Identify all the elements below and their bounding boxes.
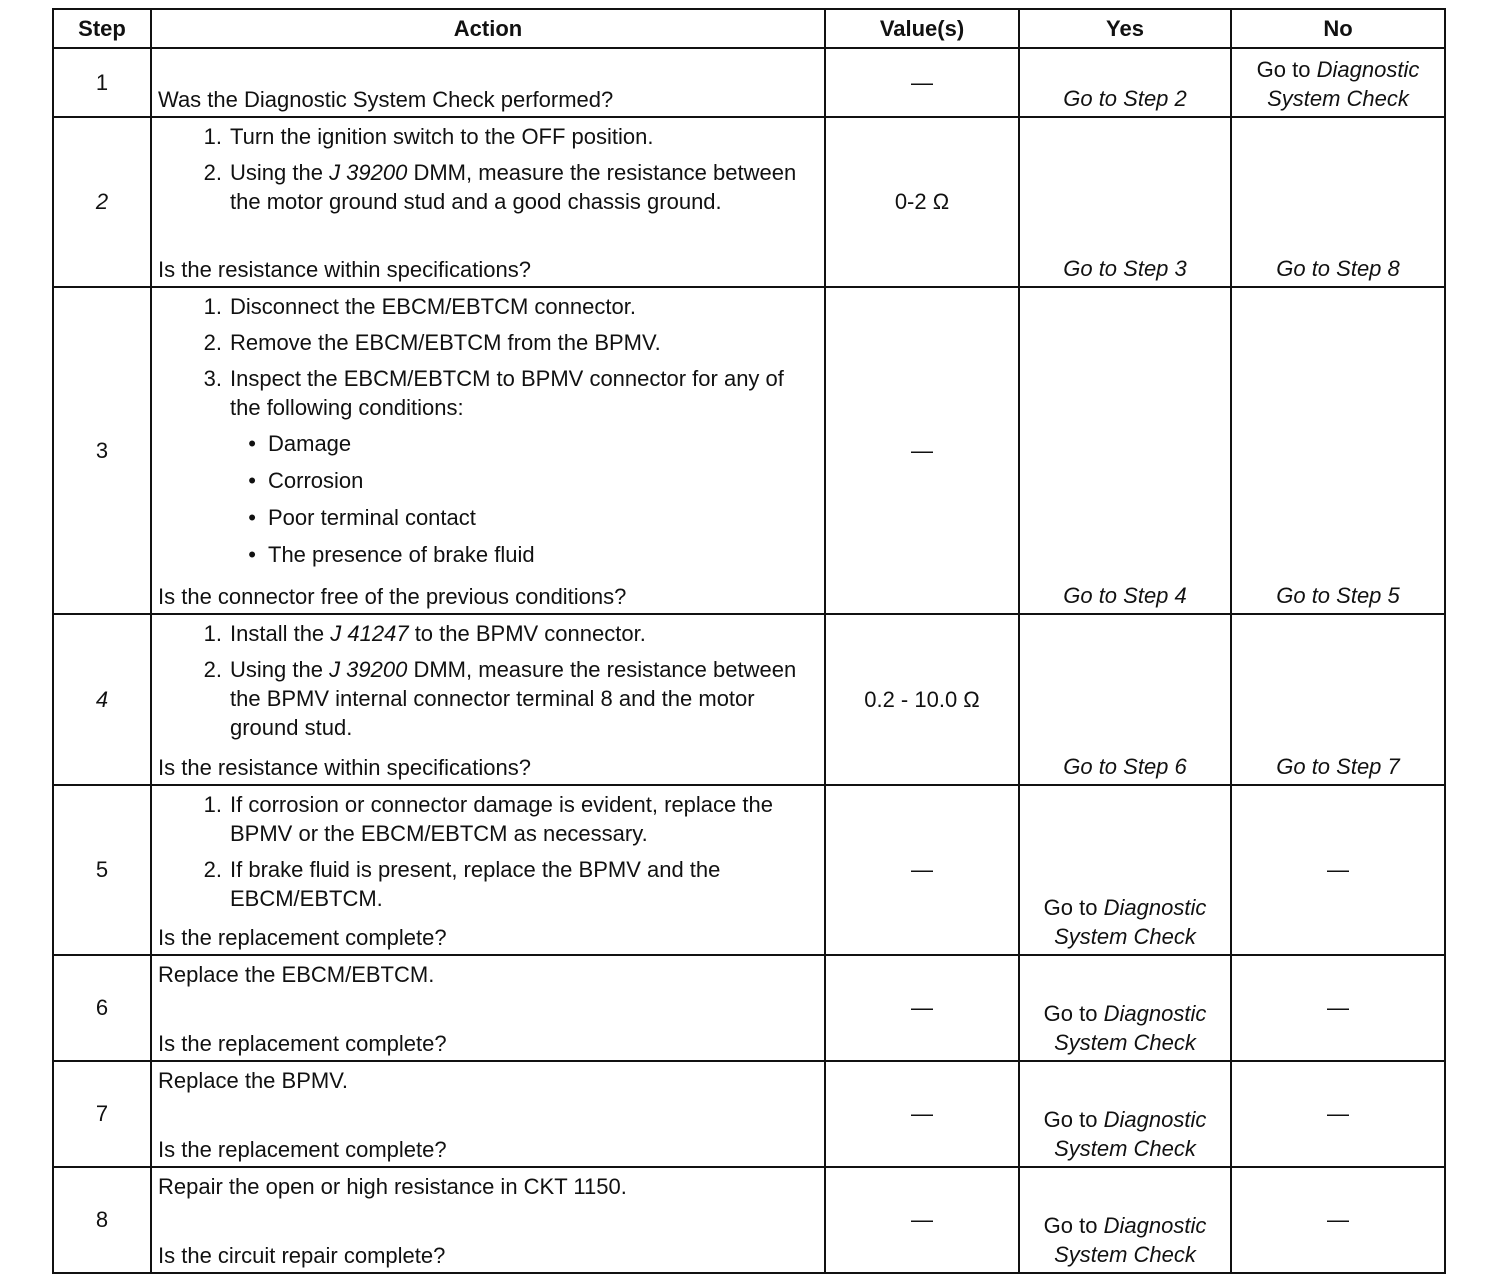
value-cell: 0-2 Ω [825, 117, 1019, 287]
condition-bullet: • The presence of brake fluid [248, 542, 535, 568]
action-cell [151, 287, 825, 614]
action-item: 1. Turn the ignition switch to the OFF position. [203, 124, 654, 150]
value-cell: — [825, 48, 1019, 117]
table-row [53, 117, 1445, 287]
action-item: 2. Remove the EBCM/EBTCM from the BPMV. [203, 330, 661, 356]
no-cell: Go to Step 5 [1231, 287, 1445, 614]
no-link-2: System Check [1267, 86, 1409, 112]
question: Is the replacement complete? [158, 1030, 447, 1056]
action-item: 2. Using the J 39200 DMM, measure the resistance between the motor ground stud and a good chassis ground. [203, 160, 797, 215]
step-number: 1 [53, 48, 151, 117]
step-number: 8 [53, 1167, 151, 1273]
header-row [53, 9, 1445, 48]
no-cell: — [1231, 1167, 1445, 1273]
no-prefix: Go to [1256, 57, 1311, 83]
step-number: 4 [53, 614, 151, 784]
yes-cell: Go to Diagnostic System Check [1019, 1061, 1231, 1167]
yes-cell: Go to Step 2 [1019, 48, 1231, 117]
header-no: No [1231, 9, 1445, 48]
value-cell: — [825, 955, 1019, 1061]
step-number: 6 [53, 955, 151, 1061]
step-number: 3 [53, 287, 151, 614]
header-values: Value(s) [825, 9, 1019, 48]
table-row [53, 1167, 1445, 1273]
step-number: 5 [53, 785, 151, 955]
action-cell [151, 1167, 825, 1273]
value-cell: — [825, 785, 1019, 955]
table-row [53, 614, 1445, 784]
question: Is the circuit repair complete? [158, 1243, 446, 1268]
action-intro: Replace the EBCM/EBTCM. [158, 961, 435, 987]
header-step: Step [53, 9, 151, 48]
condition-bullet: • Poor terminal contact [248, 505, 476, 531]
tool-id: J 41247 [330, 621, 409, 647]
action-item: 1. Install the J 41247 to the BPMV connector. [203, 621, 646, 647]
question: Is the resistance within specifications? [158, 754, 531, 780]
table-row [53, 48, 1445, 117]
yes-cell: Go to Diagnostic System Check [1019, 1167, 1231, 1273]
value-cell: — [825, 1167, 1019, 1273]
no-link: Diagnostic [1316, 57, 1420, 83]
question: Is the resistance within specifications? [158, 257, 531, 283]
yes-cell: Go to Diagnostic System Check [1019, 955, 1231, 1061]
table-row [53, 785, 1445, 955]
action-cell [151, 117, 825, 287]
no-cell [1231, 48, 1445, 117]
table-row [53, 955, 1445, 1061]
question: Is the connector free of the previous conditions? [158, 584, 627, 610]
action-item: 3. Inspect the EBCM/EBTCM to BPMV connector for any of the following conditions: [203, 366, 784, 421]
action-cell [151, 48, 825, 117]
action-item: 1. Disconnect the EBCM/EBTCM connector. [203, 294, 636, 320]
step-number: 7 [53, 1061, 151, 1167]
no-cell: Go to Step 7 [1231, 614, 1445, 784]
action-intro: Replace the BPMV. [158, 1067, 348, 1093]
condition-bullet: • Corrosion [248, 468, 364, 494]
yes-cell: Go to Step 6 [1019, 614, 1231, 784]
no-cell: — [1231, 785, 1445, 955]
question: Is the replacement complete? [158, 1136, 447, 1162]
value-cell: — [825, 287, 1019, 614]
action-item: 2. Using the J 39200 DMM, measure the resistance between the BPMV internal connector terminal 8 and the motor ground stud. [203, 657, 797, 741]
value-cell: 0.2 - 10.0 Ω [825, 614, 1019, 784]
no-cell: Go to Step 8 [1231, 117, 1445, 287]
action-cell [151, 785, 825, 955]
action-cell [151, 955, 825, 1061]
action-cell [151, 614, 825, 784]
diagnostic-table [52, 8, 1446, 1274]
table-row [53, 287, 1445, 614]
tool-id: J 39200 [329, 160, 408, 186]
condition-bullet: • Damage [248, 431, 352, 457]
yes-cell: Go to Step 3 [1019, 117, 1231, 287]
table-row [53, 1061, 1445, 1167]
action-intro: Repair the open or high resistance in CKT 1150. [158, 1173, 627, 1199]
action-item: 1. If corrosion or connector damage is evident, replace the BPMV or the EBCM/EBTCM as necessary. [203, 791, 773, 846]
no-cell: — [1231, 1061, 1445, 1167]
question: Is the replacement complete? [158, 924, 447, 950]
tool-id: J 39200 [329, 657, 408, 683]
action-cell [151, 1061, 825, 1167]
no-cell: — [1231, 955, 1445, 1061]
header-yes: Yes [1019, 9, 1231, 48]
value-cell: — [825, 1061, 1019, 1167]
step-number: 2 [53, 117, 151, 287]
yes-cell: Go to Diagnostic System Check [1019, 785, 1231, 955]
header-action: Action [151, 9, 825, 48]
action-item: 2. If brake fluid is present, replace the BPMV and the EBCM/EBTCM. [203, 856, 721, 911]
question: Was the Diagnostic System Check performed? [158, 87, 614, 113]
yes-cell: Go to Step 4 [1019, 287, 1231, 614]
